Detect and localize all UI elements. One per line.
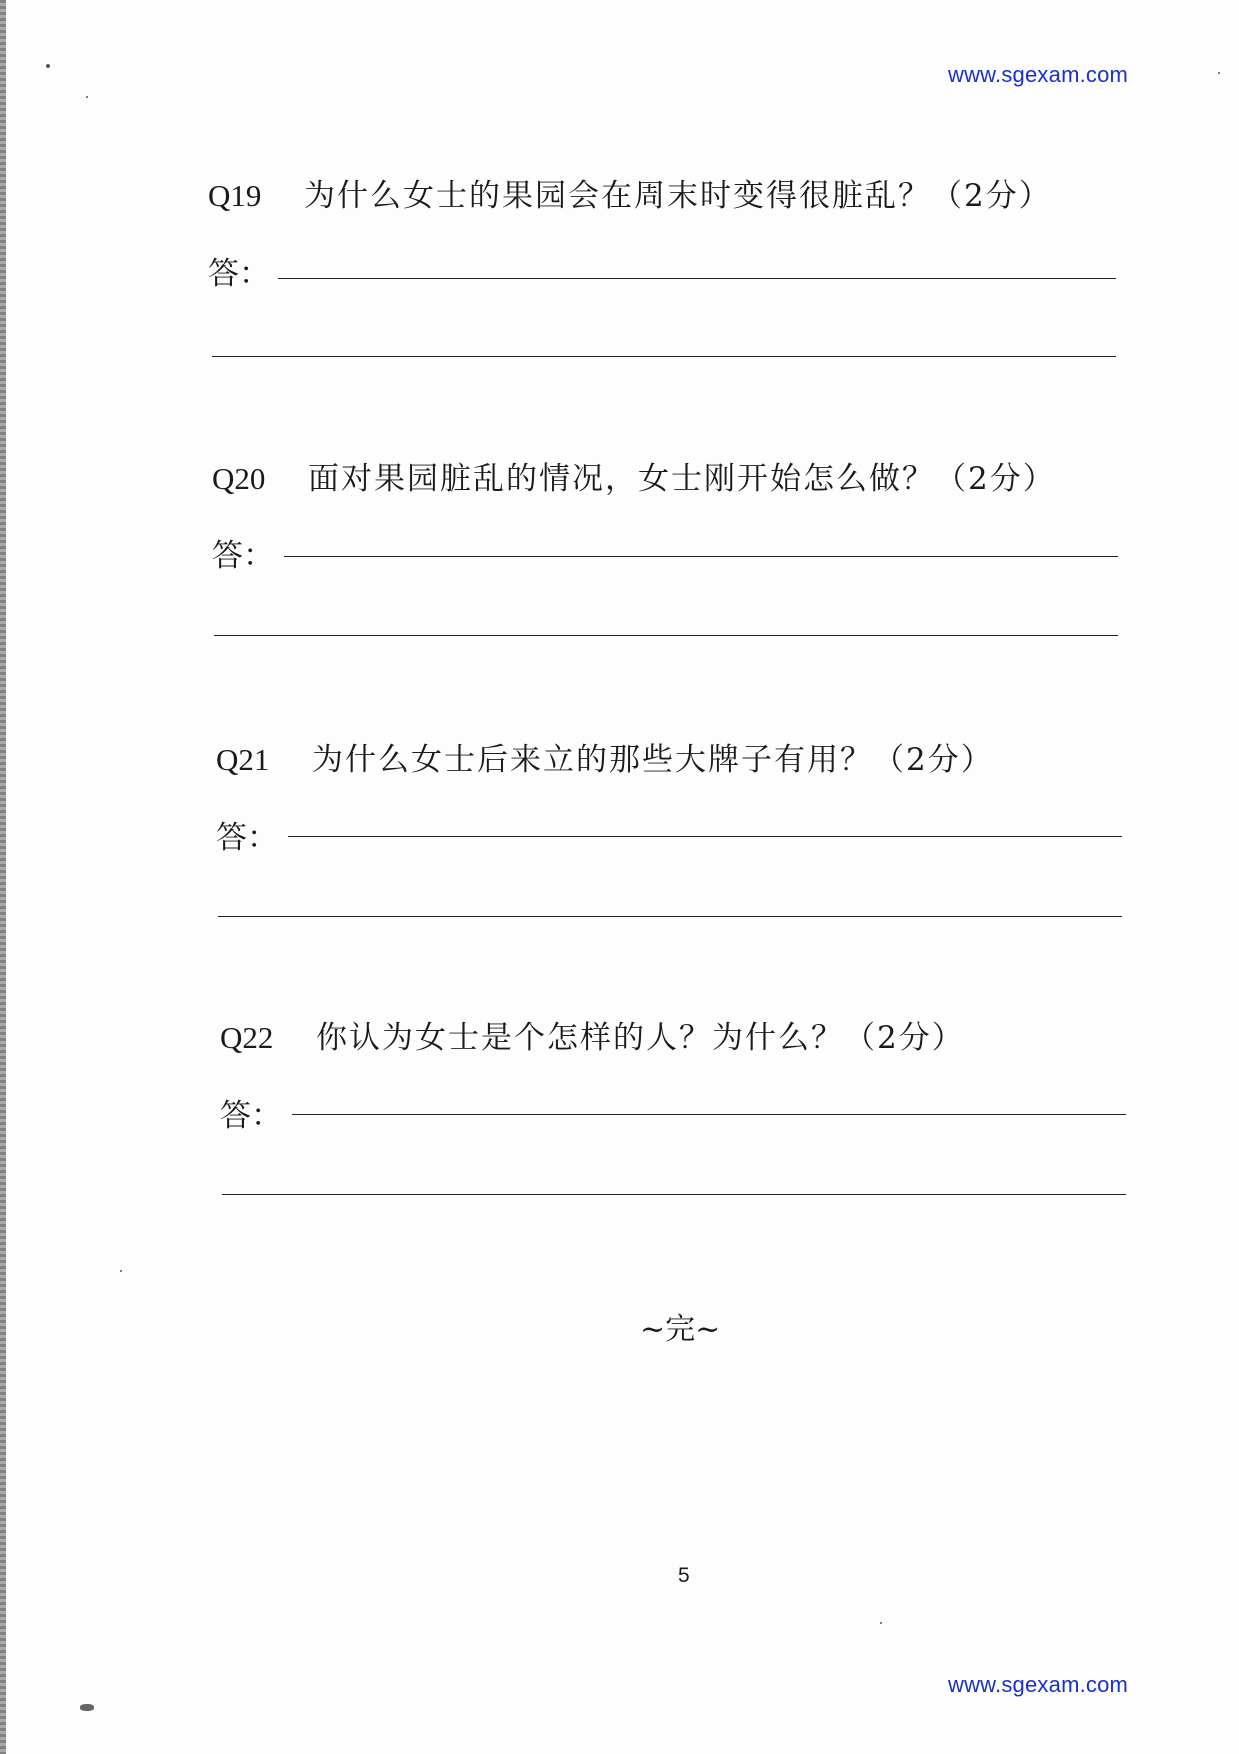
answer-line[interactable] xyxy=(212,356,1116,357)
scan-edge xyxy=(0,0,6,1754)
answer-line[interactable] xyxy=(284,556,1118,557)
end-mark: ~完~ xyxy=(640,1312,721,1347)
question-text: 为什么女士后来立的那些大牌子有用？（2分） xyxy=(312,742,994,778)
scan-speck xyxy=(120,1270,122,1272)
question-number: Q22 xyxy=(220,1020,274,1055)
watermark-bottom[interactable]: www.sgexam.com xyxy=(948,1672,1129,1697)
question-number: Q19 xyxy=(208,178,262,213)
watermark-top[interactable]: www.sgexam.com xyxy=(948,62,1129,87)
question-22 xyxy=(220,1012,965,1057)
answer-label: 答： xyxy=(208,256,270,292)
answer-line[interactable] xyxy=(278,278,1116,279)
question-20 xyxy=(212,453,1056,498)
answer-label: 答： xyxy=(216,820,278,856)
question-text: 为什么女士的果园会在周末时变得很脏乱？（2分） xyxy=(304,178,1052,214)
answer-label: 答： xyxy=(212,538,274,574)
answer-line[interactable] xyxy=(218,916,1122,917)
scan-speck xyxy=(880,1622,882,1624)
question-number: Q21 xyxy=(216,742,270,777)
question-19 xyxy=(208,170,1052,215)
question-text: 你认为女士是个怎样的人？为什么？（2分） xyxy=(316,1020,965,1056)
question-number: Q20 xyxy=(212,461,266,496)
scan-speck xyxy=(86,96,88,98)
answer-line[interactable] xyxy=(288,836,1122,837)
question-text: 面对果园脏乱的情况，女士刚开始怎么做？（2分） xyxy=(308,461,1056,497)
page-number: 5 xyxy=(678,1564,690,1587)
answer-line[interactable] xyxy=(214,635,1118,636)
answer-line[interactable] xyxy=(292,1114,1126,1115)
scan-speck xyxy=(80,1704,94,1711)
scan-speck xyxy=(1218,72,1220,74)
answer-label: 答： xyxy=(220,1098,282,1134)
question-21 xyxy=(216,734,994,779)
scan-speck xyxy=(46,64,50,68)
answer-line[interactable] xyxy=(222,1194,1126,1195)
